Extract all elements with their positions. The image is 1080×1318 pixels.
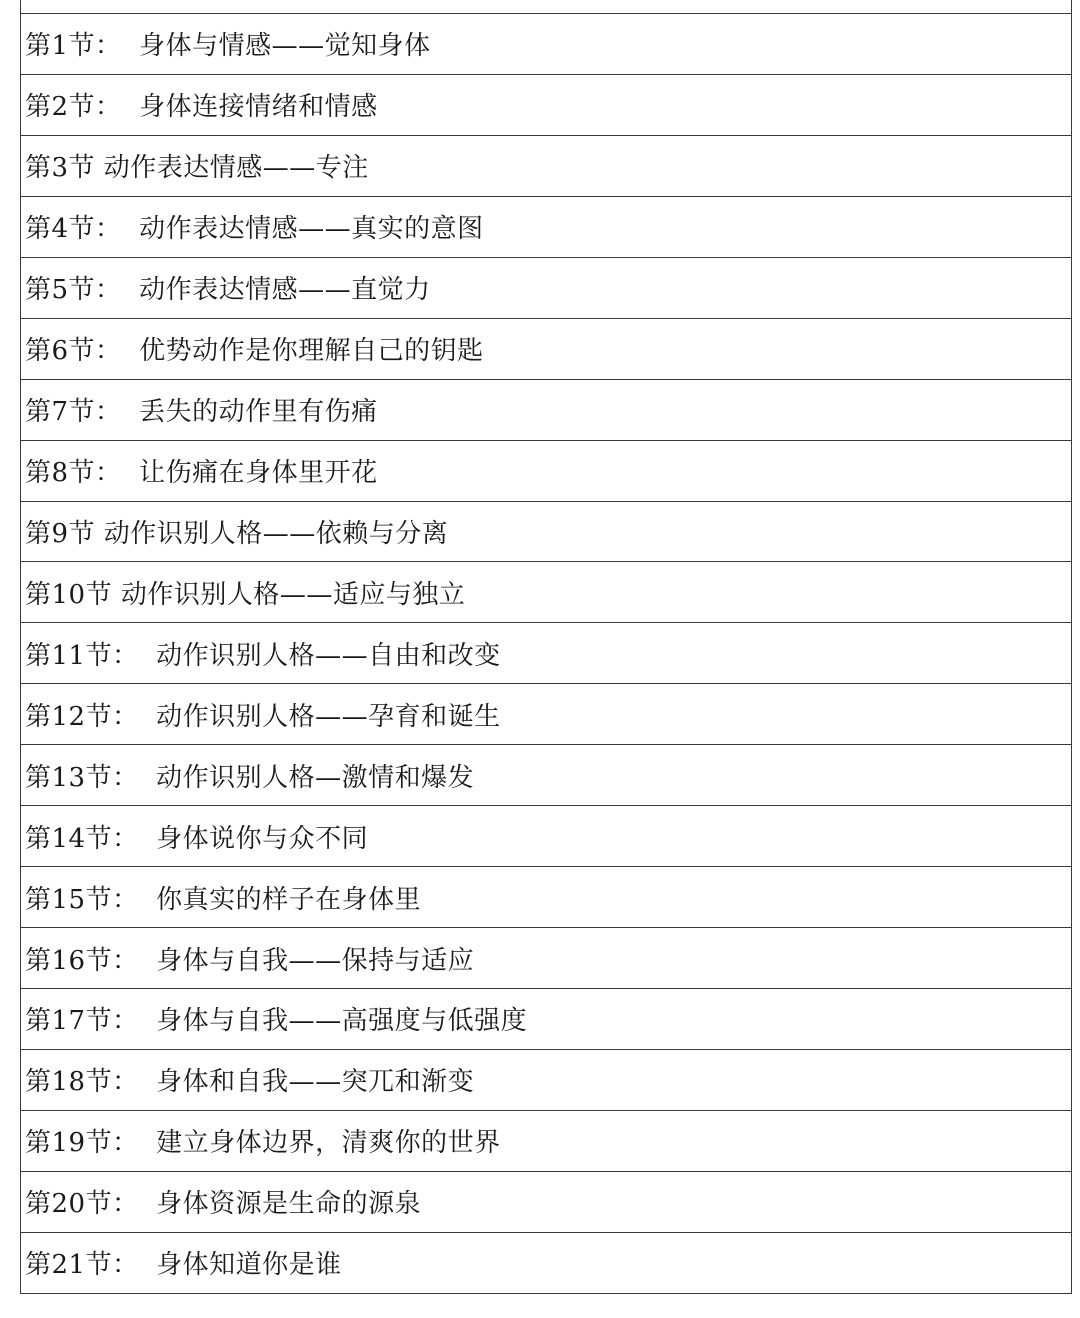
- table-row: [21, 1172, 1071, 1233]
- section-title: 第18节： 身体和自我——突兀和渐变: [25, 1067, 475, 1098]
- section-title: 第10节 动作识别人格——适应与独立: [25, 579, 466, 610]
- table-row: [21, 319, 1071, 380]
- table-row: [21, 989, 1071, 1050]
- section-title: 第21节： 身体知道你是谁: [25, 1250, 342, 1281]
- table-row: [21, 1050, 1071, 1111]
- table-row: [21, 806, 1071, 867]
- section-title: 第11节： 动作识别人格——自由和改变: [25, 640, 501, 671]
- table-row: [21, 258, 1071, 319]
- table-row: [21, 745, 1071, 806]
- section-title: 第4节： 动作表达情感——真实的意图: [25, 214, 484, 245]
- table-row: [21, 928, 1071, 989]
- table-row: [21, 684, 1071, 745]
- section-title: 第17节： 身体与自我——高强度与低强度: [25, 1006, 528, 1037]
- table-row: [21, 1233, 1071, 1294]
- table-row: [21, 623, 1071, 684]
- section-title: 第16节： 身体与自我——保持与适应: [25, 945, 475, 976]
- section-title: 第20节： 身体资源是生命的源泉: [25, 1189, 422, 1220]
- section-title: 第3节 动作表达情感——专注: [25, 153, 369, 184]
- section-title: 第1节： 身体与情感——觉知身体: [25, 31, 431, 62]
- section-title: 第5节： 动作表达情感——直觉力: [25, 275, 431, 306]
- section-title: 第8节： 让伤痛在身体里开花: [25, 458, 378, 489]
- table-row: [21, 562, 1071, 623]
- course-outline-table: [20, 13, 1072, 1294]
- table-row: [21, 197, 1071, 258]
- table-row: [21, 1111, 1071, 1172]
- table-row: [21, 136, 1071, 197]
- table-row: [21, 380, 1071, 441]
- section-title: 第15节： 你真实的样子在身体里: [25, 884, 422, 915]
- section-title: 第7节： 丢失的动作里有伤痛: [25, 397, 378, 428]
- table-row: [21, 75, 1071, 136]
- section-title: 第13节： 动作识别人格—激情和爆发: [25, 762, 475, 793]
- table-row: [21, 867, 1071, 928]
- table-row: [21, 14, 1071, 75]
- section-title: 第2节： 身体连接情绪和情感: [25, 92, 378, 123]
- section-title: 第14节： 身体说你与众不同: [25, 823, 369, 854]
- table-row: [21, 502, 1071, 563]
- section-title: 第6节： 优势动作是你理解自己的钥匙: [25, 336, 484, 367]
- section-title: 第19节： 建立身体边界，清爽你的世界: [25, 1128, 501, 1159]
- table-row: [21, 441, 1071, 502]
- table-top-strip: [20, 0, 1072, 13]
- section-title: 第12节： 动作识别人格——孕育和诞生: [25, 701, 501, 732]
- section-title: 第9节 动作识别人格——依赖与分离: [25, 518, 449, 549]
